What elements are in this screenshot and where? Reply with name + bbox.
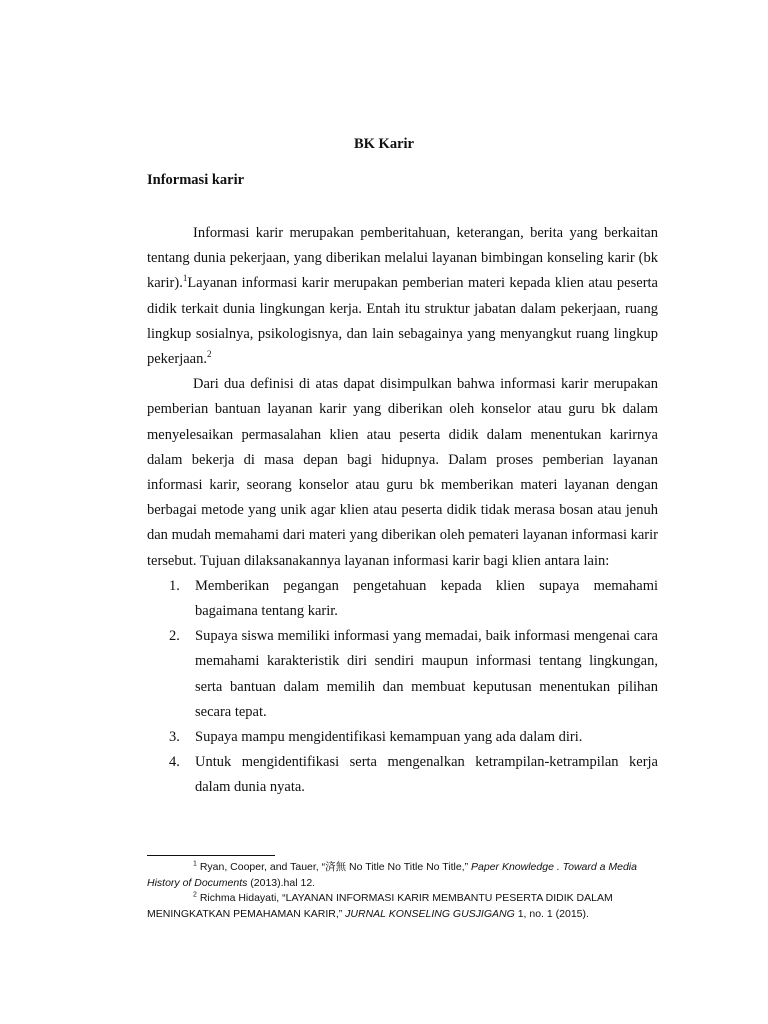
list-item-number: 1. <box>169 577 180 594</box>
list-item <box>147 750 658 800</box>
list-item <box>147 725 658 750</box>
footnote-2-number: 2 <box>193 891 197 899</box>
list-item-text: Supaya mampu mengidentifikasi kemampuan yang ada dalam diri. <box>195 729 583 746</box>
footnote-1-number: 1 <box>193 860 197 868</box>
footnote-2-pre: Richma Hidayati, “LAYANAN INFORMASI KARIR MEMBANTU PESERTA DIDIK DALAM MENINGKATKAN PEMAHAMAN KARIR,” <box>147 892 613 920</box>
footnote-2-title: JURNAL KONSELING GUSJIGANG <box>345 907 515 920</box>
document-body <box>147 221 658 801</box>
paragraph-1-text-b: Layanan informasi karir merupakan pemberian materi kepada klien atau peserta didik terkait dunia lingkungan kerja. Entah itu struktur jabatan dalam pekerjaan, ruang lingkup sosialnya, psikologisnya, dan lain sebagainya yang menyangkut ruang lingkup pekerjaan. <box>147 275 658 368</box>
footnote-1-title: Paper Knowledge . Toward a Media History of Documents <box>147 861 637 889</box>
footnote-1-post: (2013).hal 12. <box>247 876 316 889</box>
footnote-ref-1[interactable]: 1 <box>182 273 188 284</box>
paragraph-1-text-a: Informasi karir merupakan pemberitahuan, keterangan, berita yang berkaitan tentang dunia pekerjaan, yang diberikan melalui layanan bimbingan konseling karir (bk karir). <box>147 225 658 292</box>
objectives-list <box>147 574 658 801</box>
paragraph-2: Dari dua definisi di atas dapat disimpulkan bahwa informasi karir merupakan pemberian bantuan layanan karir yang diberikan oleh konselor atau guru bk dalam menyelesaikan permasalahan klien atau peserta didik dalam menentukan karirnya dalam bekerja di masa depan bagi hidupnya. Dalam proses pemberian layanan informasi karir, seorang konselor atau guru bk memberikan materi layanan dengan berbagai metode yang unik agar klien atau peserta didik tidak merasa bosan atau jenuh dan mudah memahami dari materi yang diberikan oleh pemateri layanan informasi karir tersebut. Tujuan dilaksanakannya layanan informasi karir bagi klien antara lain: <box>147 376 658 569</box>
footnotes <box>147 860 658 922</box>
list-item-number: 2. <box>169 628 180 645</box>
list-item-number: 3. <box>169 729 180 746</box>
document-title: BK Karir <box>353 136 414 152</box>
footnote-1 <box>147 860 658 891</box>
list-item-text: Untuk mengidentifikasi serta mengenalkan ketrampilan-ketrampilan kerja dalam dunia nyata. <box>195 754 658 796</box>
footnote-2 <box>147 891 658 922</box>
footnote-ref-2[interactable]: 2 <box>206 349 212 360</box>
list-item <box>147 624 658 725</box>
footnote-2-post: 1, no. 1 (2015). <box>514 907 589 920</box>
footnote-separator <box>147 855 275 856</box>
list-item-number: 4. <box>169 754 180 771</box>
list-item-text: Memberikan pegangan pengetahuan kepada klien supaya memahami bagaimana tentang karir. <box>195 577 658 620</box>
list-item <box>147 574 658 624</box>
paragraph-1 <box>147 221 658 372</box>
list-item-text: Supaya siswa memiliki informasi yang memadai, baik informasi mengenai cara memahami karakteristik diri sendiri maupun informasi tentang lingkungan, serta bantuan dalam memilih dan membuat keputusan menentukan pilihan secara tepat. <box>195 628 658 720</box>
section-heading: Informasi karir <box>147 172 245 188</box>
footnote-1-pre: Ryan, Cooper, and Tauer, “済無 No Title No Title No Title,” <box>199 861 472 873</box>
